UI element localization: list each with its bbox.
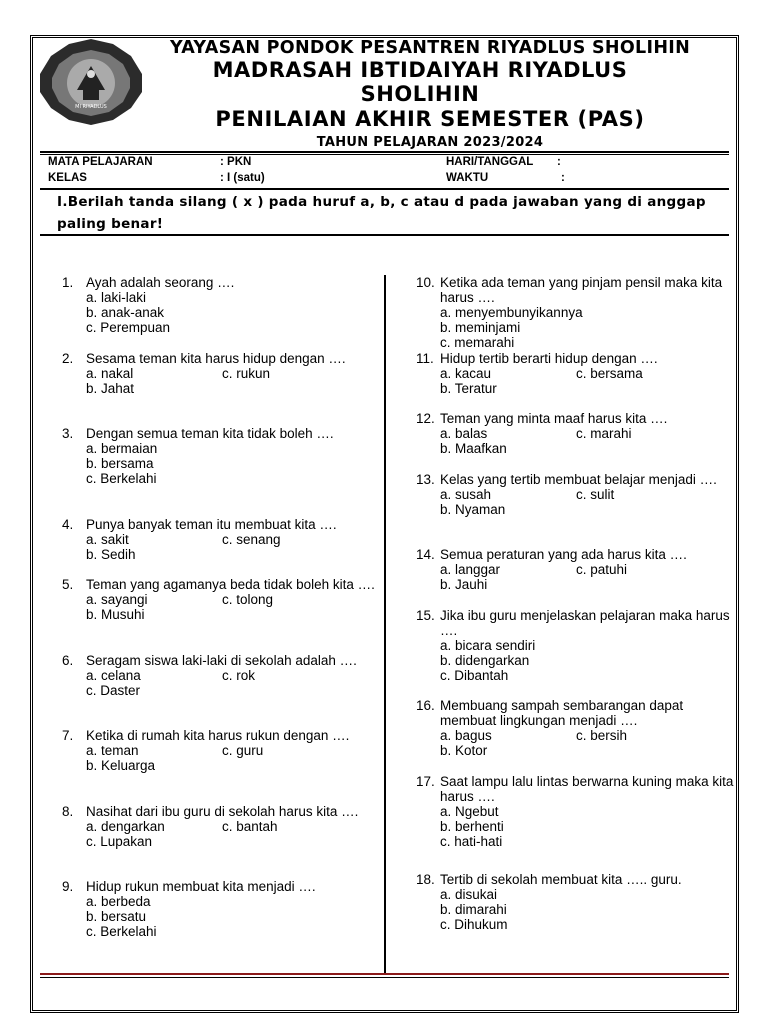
question-number: 4.: [62, 517, 74, 532]
question-text: Punya banyak teman itu membuat kita ….: [86, 517, 337, 532]
time-label: WAKTU: [446, 172, 489, 184]
exam-title: PENILAIAN AKHIR SEMESTER (PAS): [215, 107, 645, 131]
instruction-divider: [40, 234, 729, 236]
answer-option[interactable]: c. patuhi: [576, 562, 628, 577]
answer-option[interactable]: a. bagus: [440, 728, 492, 743]
question-text: Hidup tertib berarti hidup dengan ….: [440, 351, 658, 366]
academic-year: TAHUN PELAJARAN 2023/2024: [316, 135, 544, 150]
date-value: :: [557, 156, 561, 168]
answer-option[interactable]: c. hati-hati: [440, 834, 503, 850]
question-text: Ayah adalah seorang ….: [86, 275, 235, 290]
column-divider: [384, 275, 386, 975]
question-number: 11.: [416, 351, 434, 366]
answer-option[interactable]: c. Berkelahi: [86, 471, 157, 487]
header-divider-thin: [40, 154, 729, 155]
question-number: 17.: [416, 774, 435, 789]
answer-option[interactable]: b. bersatu: [86, 909, 147, 925]
footer-line-red: [40, 973, 729, 975]
question-number: 13.: [416, 472, 435, 487]
answer-option[interactable]: a. menyembunyikannya: [440, 305, 583, 320]
answer-option[interactable]: a. bermaian: [86, 441, 158, 456]
answer-option[interactable]: c. marahi: [576, 426, 632, 441]
answer-option[interactable]: c. rok: [222, 668, 256, 683]
question-number: 10.: [416, 275, 435, 290]
answer-option[interactable]: a. langgar: [440, 562, 501, 577]
school-logo: [37, 38, 145, 126]
answer-option[interactable]: b. Teratur: [440, 381, 497, 397]
answer-option[interactable]: a. balas: [440, 426, 488, 441]
answer-option[interactable]: c. sulit: [576, 487, 615, 502]
question-number: 8.: [62, 804, 74, 819]
logo-caption: MI RIYADLUS: [75, 104, 107, 110]
answer-option[interactable]: b. Jahat: [86, 381, 135, 397]
answer-option[interactable]: c. tolong: [222, 592, 274, 607]
question-number: 15.: [416, 608, 435, 623]
answer-option[interactable]: b. didengarkan: [440, 653, 530, 669]
answer-option[interactable]: b. Kotor: [440, 743, 488, 759]
question-number: 18.: [416, 872, 435, 887]
question-text: Ketika ada teman yang pinjam pensil maka kita harus ….: [440, 275, 723, 306]
date-label: HARI/TANGGAL: [446, 156, 534, 168]
answer-option[interactable]: a. kacau: [440, 366, 492, 381]
answer-option[interactable]: a. sayangi: [86, 592, 148, 607]
answer-option[interactable]: b. bersama: [86, 456, 154, 472]
answer-option[interactable]: b. anak-anak: [86, 305, 165, 321]
answer-option[interactable]: b. Jauhi: [440, 577, 488, 593]
answer-option[interactable]: c. guru: [222, 743, 264, 758]
question-text: Semua peraturan yang ada harus kita ….: [440, 547, 687, 562]
answer-option[interactable]: b. dimarahi: [440, 902, 507, 918]
answer-option[interactable]: a. teman: [86, 743, 139, 758]
answer-option[interactable]: c. bersama: [576, 366, 643, 381]
answer-option[interactable]: c. bersih: [576, 728, 628, 743]
subject-value: : PKN: [220, 156, 252, 168]
answer-option[interactable]: a. celana: [86, 668, 141, 683]
answer-option[interactable]: c. Berkelahi: [86, 924, 157, 940]
answer-option[interactable]: b. meminjami: [440, 320, 521, 336]
answer-option[interactable]: a. susah: [440, 487, 492, 502]
question-number: 6.: [62, 653, 74, 668]
answer-option[interactable]: c. Daster: [86, 683, 141, 699]
answer-option[interactable]: c. Dibantah: [440, 668, 509, 684]
answer-option[interactable]: b. Sedih: [86, 547, 136, 563]
answer-option[interactable]: a. Ngebut: [440, 804, 499, 819]
question-text: Dengan semua teman kita tidak boleh ….: [86, 426, 334, 441]
question-number: 14.: [416, 547, 435, 562]
answer-option[interactable]: a. disukai: [440, 887, 498, 902]
answer-option[interactable]: b. Musuhi: [86, 607, 145, 623]
question-text: Seragam siswa laki-laki di sekolah adalah ….: [86, 653, 357, 668]
answer-option[interactable]: b. Maafkan: [440, 441, 507, 457]
info-divider: [40, 188, 729, 190]
question-text: Teman yang agamanya beda tidak boleh kita ….: [86, 577, 375, 592]
answer-option[interactable]: a. nakal: [86, 366, 134, 381]
question-text: Nasihat dari ibu guru di sekolah harus kita ….: [86, 804, 359, 819]
answer-option[interactable]: c. bantah: [222, 819, 278, 834]
question-text: Teman yang minta maaf harus kita ….: [440, 411, 668, 426]
answer-option[interactable]: c. Dihukum: [440, 917, 508, 933]
question-number: 2.: [62, 351, 74, 366]
subject-label: MATA PELAJARAN: [48, 156, 153, 168]
answer-option[interactable]: b. Nyaman: [440, 502, 506, 518]
answer-option[interactable]: a. bicara sendiri: [440, 638, 536, 653]
header-divider: [40, 151, 729, 153]
answer-option[interactable]: b. Keluarga: [86, 758, 156, 774]
class-value: : I (satu): [220, 172, 265, 184]
answer-option[interactable]: c. Lupakan: [86, 834, 153, 850]
question-number: 7.: [62, 728, 74, 743]
question-text: Saat lampu lalu lintas berwarna kuning maka kita harus ….: [440, 774, 734, 805]
question-text: Hidup rukun membuat kita menjadi ….: [86, 879, 316, 894]
school-name: MADRASAH IBTIDAIYAH RIYADLUS SHOLIHIN: [212, 58, 628, 106]
answer-option[interactable]: a. sakit: [86, 532, 129, 547]
question-number: 3.: [62, 426, 74, 441]
foundation-name: YAYASAN PONDOK PESANTREN RIYADLUS SHOLIHIN: [169, 38, 691, 58]
answer-option[interactable]: c. senang: [222, 532, 281, 547]
answer-option[interactable]: a. dengarkan: [86, 819, 165, 834]
footer-line: [40, 977, 729, 978]
question-text: Tertib di sekolah membuat kita ….. guru.: [440, 872, 682, 887]
answer-option[interactable]: a. laki-laki: [86, 290, 147, 305]
instruction-text: I.Berilah tanda silang ( x ) pada huruf a, b, c atau d pada jawaban yang di anggap paling benar!: [57, 194, 706, 232]
question-number: 12.: [416, 411, 435, 426]
question-text: Sesama teman kita harus hidup dengan ….: [86, 351, 346, 366]
question-text: Kelas yang tertib membuat belajar menjadi ….: [440, 472, 717, 487]
time-value: :: [561, 172, 565, 184]
answer-option[interactable]: a. berbeda: [86, 894, 151, 909]
question-text: Membuang sampah sembarangan dapat membuat lingkungan menjadi ….: [440, 698, 684, 729]
class-label: KELAS: [48, 172, 87, 184]
question-number: 9.: [62, 879, 74, 894]
answer-option[interactable]: c. Perempuan: [86, 320, 171, 336]
answer-option[interactable]: c. memarahi: [440, 335, 515, 351]
question-number: 5.: [62, 577, 74, 592]
question-number: 16.: [416, 698, 435, 713]
answer-option[interactable]: b. berhenti: [440, 819, 504, 835]
question-text: Jika ibu guru menjelaskan pelajaran maka harus ….: [440, 608, 730, 639]
question-text: Ketika di rumah kita harus rukun dengan ….: [86, 728, 350, 743]
question-number: 1.: [62, 275, 74, 290]
answer-option[interactable]: c. rukun: [222, 366, 271, 381]
